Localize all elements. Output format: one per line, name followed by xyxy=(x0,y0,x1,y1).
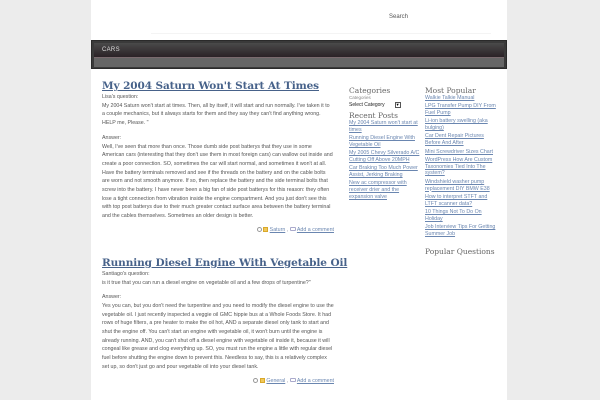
clock-icon xyxy=(257,227,262,232)
answer-label: Answer: xyxy=(102,294,122,301)
add-comment-link[interactable]: Add a comment xyxy=(296,377,334,384)
site-header xyxy=(91,0,507,40)
post-meta: General , Add a comment xyxy=(102,378,334,384)
most-popular-list xyxy=(425,95,497,238)
recent-post-link[interactable]: My 2004 Saturn won't start at times xyxy=(349,120,418,133)
answer-label: Answer: xyxy=(102,134,122,141)
main-content xyxy=(102,80,348,384)
answer-text: Yes you can, but you don't need the turpentine and you need to modify the diesel engine to use the vegetable oil. I just recently inspected a veggie oil GMC hippie bus at a Whole Foods Store. It had rows of huge filters, a pre heater to make the oil hot, AND a separate diesel only tank to start and shut the engine off. You can't start an engine with vegetable oil, it won't burn until the engine is already running. AND, you can't shut off a diesel engine with vegetable oil inside it, because it will congeal like grease and clog everything up. SO, you must run the engine a little with regular diesel fuel before shutting the engine down to prevent this. Needless to say, this is a relatively complex set up, so don't just go and pour vegetable oil into your diesel tank. xyxy=(102,302,334,370)
add-comment-link[interactable]: Add a comment xyxy=(296,226,334,233)
most-popular-title: Most Popular xyxy=(425,86,476,95)
list-item xyxy=(349,135,421,149)
popular-post-link[interactable]: Walkie Talkie Manual xyxy=(425,95,475,101)
list-item xyxy=(349,180,421,200)
list-item xyxy=(425,224,497,238)
comment-icon xyxy=(290,378,296,382)
list-item xyxy=(349,150,421,164)
popular-questions-title: Popular Questions xyxy=(425,246,495,256)
popular-post-link[interactable]: Li-ion battery swelling (aka bulging) xyxy=(425,118,488,132)
chevron-down-icon[interactable]: ▼ xyxy=(395,102,400,107)
question-label: Santiago's question: xyxy=(102,270,150,277)
question-label: Lisa's question: xyxy=(102,94,139,100)
list-item xyxy=(425,194,497,208)
header-divider xyxy=(151,33,491,34)
category-select[interactable] xyxy=(349,101,421,109)
recent-post-link[interactable]: My 2005 Chevy Silverado A/C Cutting Off Above 20MPH xyxy=(349,150,420,163)
popular-post-link[interactable]: 10 Things Not To Do On Holiday xyxy=(425,208,482,222)
post-title[interactable]: Running Diesel Engine With Vegetable Oil xyxy=(102,256,348,269)
question-text: My 2004 Saturn won't start at times. Then, all by itself, it will start and run normally. I've taken it to a couple mechanics, but it always starts for them and they say they can't find anything wrong. HELP me, Please. " xyxy=(102,102,330,127)
post-title[interactable]: My 2004 Saturn Won't Start At Times xyxy=(102,80,319,92)
sidebar-left xyxy=(349,86,421,202)
category-link[interactable]: Saturn xyxy=(269,226,286,233)
page-container xyxy=(91,0,507,400)
list-item xyxy=(349,120,421,134)
answer-text: Well, I've seen that more than once. Those dumb side post batterys that they use in some American cars (interesting that they don't use them in most foreign cars) can wallow out inside and create a poor connection. SO, sometimes the car will start normal, and sometimes it won't at all. Have the battery terminals removed and see if the threads on the battery and on the cable bolts are worn and not smooth anymore. If so, then replace the battery and the side terminal bolts that screw into the battery. I have never been a big fan of side post batterys for this reason: they often lose a tight connection from vibration inside the engine compartment. And you just don't see this with top post batterys due to their much greater contact surface area between the battery terminal and the cables themselves. Sometimes an older design is better. xyxy=(102,143,333,220)
list-item xyxy=(425,103,497,117)
list-item xyxy=(425,209,497,223)
list-item xyxy=(425,179,497,193)
popular-post-link[interactable]: Mini Screwdriver Sizes Chart xyxy=(425,148,493,155)
comment-icon xyxy=(290,227,296,231)
post-meta: Saturn , Add a comment xyxy=(102,227,334,233)
folder-icon xyxy=(260,378,265,383)
list-item xyxy=(349,165,421,179)
list-item xyxy=(425,157,497,177)
nav-item-cars[interactable]: CARS xyxy=(102,47,120,53)
recent-post-link[interactable]: Car Braking Too Much Power Assist, Jerking Braking xyxy=(349,165,418,179)
question-text: is it true that you can run a diesel engine on vegetable oil and a few drops of turpentine?" xyxy=(102,279,311,286)
popular-post-link[interactable]: LPG Transfer Pump DIY From Fuel Pump xyxy=(425,103,496,117)
recent-posts-title: Recent Posts xyxy=(349,111,398,120)
popular-post-link[interactable]: WordPress How Are Custom Taxonomies Tied Into The system? xyxy=(425,156,493,177)
list-item xyxy=(425,149,497,156)
category-select-value: Select Category xyxy=(349,102,385,108)
main-nav xyxy=(91,40,507,69)
list-item xyxy=(425,95,497,102)
popular-post-link[interactable]: Car Dent Repair Pictures Before And After xyxy=(425,133,484,147)
nav-top-band xyxy=(94,43,504,57)
folder-icon xyxy=(263,227,268,232)
list-item xyxy=(425,133,497,147)
search-label[interactable]: Search xyxy=(389,14,409,20)
categories-title: Categories xyxy=(349,86,391,95)
post xyxy=(102,256,348,384)
recent-post-link[interactable]: Running Diesel Engine With Vegetable Oil xyxy=(349,135,415,148)
category-link[interactable]: General xyxy=(266,377,286,384)
list-item xyxy=(425,118,497,132)
popular-post-link[interactable]: Job Interview Tips For Getting Summer Job xyxy=(425,224,496,237)
recent-post-link[interactable]: New ac compressor with receiver drier and the expansion valve xyxy=(349,180,407,200)
categories-label: Categories xyxy=(349,95,371,100)
clock-icon xyxy=(253,378,258,383)
popular-post-link[interactable]: How to interpret STFT and LTFT scanner data? xyxy=(425,193,488,207)
recent-posts-list xyxy=(349,120,421,201)
sidebar-right xyxy=(425,86,497,256)
post xyxy=(102,80,334,233)
popular-post-link[interactable]: Windshield washer pump replacement DIY BMW E38 xyxy=(425,178,490,192)
nav-sub-band xyxy=(94,57,504,67)
